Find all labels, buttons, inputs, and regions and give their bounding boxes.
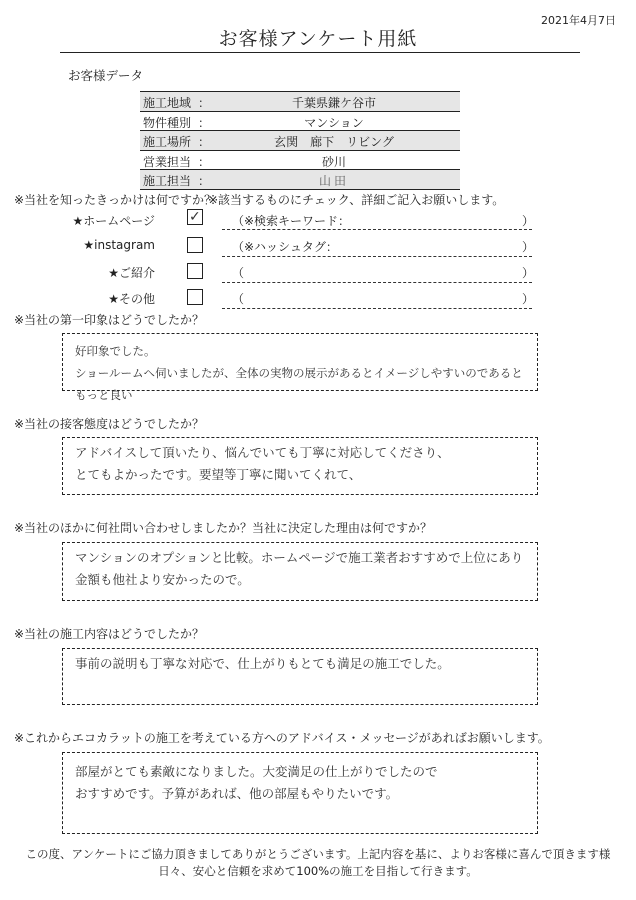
row-label: 施工場所: [143, 135, 192, 149]
source-detail-line: [222, 256, 532, 257]
row-value: マンション: [304, 115, 364, 130]
answer-text: 事前の説明も丁寧な対応で、仕上がりもとても満足の施工でした。: [75, 656, 450, 671]
source-detail-homepage: （※検索キーワード：: [232, 214, 351, 228]
row-colon: ：: [198, 115, 211, 130]
question-advice-message: ※これからエコカラットの施工を考えている方へのアドバイス・メッセージがあればお願いします。: [14, 731, 550, 745]
row-value: 山田: [318, 174, 349, 188]
checkbox-instagram[interactable]: [187, 237, 203, 253]
row-colon: ：: [198, 135, 211, 149]
source-detail-referral: （: [232, 266, 245, 280]
answer-text: 好印象でした。 ショールームへ伺いましたが、全体の実物の展示があるとイメージしやすいのであるともっと良い: [75, 344, 523, 402]
customer-row-location: [140, 131, 460, 151]
answer-text: 部屋がとても素敵になりました。大変満足の仕上がりでしたので おすすめです。予算があれば、他の部屋もやりたいです。: [75, 764, 438, 801]
row-label: 物件種別: [143, 115, 192, 130]
row-value: 玄関 廊下 リビング: [274, 135, 394, 149]
question-source-note: ※該当するものにチェック、詳細ご記入お願いします。: [208, 193, 505, 207]
checkbox-other[interactable]: [187, 289, 203, 305]
source-detail-close: ）: [522, 240, 535, 254]
row-colon: ：: [198, 96, 211, 110]
source-detail-close: ）: [522, 266, 535, 280]
source-detail-line: [222, 229, 532, 230]
question-work-quality: ※当社の施工内容はどうでしたか？: [14, 627, 205, 641]
customer-data-label: お客様データ: [68, 68, 144, 83]
survey-date: 2021年4月7日: [541, 14, 616, 27]
row-colon: ：: [198, 174, 211, 188]
page-title: お客様アンケート用紙: [218, 28, 418, 50]
row-colon: ：: [198, 154, 211, 169]
source-detail-instagram: （※ハッシュタグ：: [232, 240, 338, 254]
answer-box-first-impression: [62, 333, 538, 402]
question-service-attitude: ※当社の接客態度はどうでしたか？: [14, 417, 205, 431]
source-label-homepage: ★ホームページ: [72, 214, 155, 228]
question-source: ※当社を知ったきっかけは何ですか？: [14, 193, 217, 207]
row-value: 千葉県鎌ケ谷市: [291, 96, 376, 110]
customer-row-installer: [140, 170, 460, 190]
customer-row-property-type: [140, 112, 460, 132]
title-underline: [60, 52, 580, 53]
source-detail-line: [222, 308, 532, 309]
answer-text: マンションのオプションと比較。ホームページで施工業者おすすめで上位にあり 金額も他社より安かったので。: [75, 550, 524, 587]
source-detail-other: （: [232, 292, 245, 306]
answer-text: アドバイスして頂いたり、悩んでいても丁寧に対応してくださり、 とてもよかったです。要望等丁寧に聞いてくれて、: [75, 445, 450, 482]
source-label-other: ★その他: [108, 292, 155, 306]
question-first-impression: ※当社の第一印象はどうでしたか？: [14, 313, 205, 327]
check-mark-icon: ✓: [189, 209, 201, 225]
customer-row-area: [140, 91, 460, 112]
customer-data-table: [140, 91, 460, 190]
row-label: 営業担当: [143, 154, 192, 169]
customer-row-sales-rep: [140, 151, 460, 171]
footer-line-2: 日々、安心と信頼を求めて100%の施工を目指して行きます。: [158, 864, 478, 878]
row-label: 施工担当: [143, 174, 192, 188]
source-detail-close: ）: [522, 292, 535, 306]
checkbox-referral[interactable]: [187, 263, 203, 279]
row-label: 施工地域: [143, 96, 192, 110]
answer-box-advice-message: [62, 752, 538, 834]
row-value: 砂川: [321, 154, 346, 169]
question-other-companies: ※当社のほかに何社問い合わせしましたか？当社に決定した理由は何ですか？: [14, 521, 433, 535]
source-detail-line: [222, 282, 532, 283]
footer-line-1: この度、アンケートにご協力頂きましてありがとうございます。上記内容を基に、よりお客様に喜んで頂きます様: [25, 847, 611, 861]
answer-box-work-quality: [62, 648, 538, 705]
answer-box-other-companies: [62, 542, 538, 601]
source-detail-close: ）: [522, 214, 535, 228]
source-label-referral: ★ご紹介: [108, 266, 155, 280]
source-label-instagram: ★instagram: [83, 238, 155, 252]
answer-box-service-attitude: [62, 437, 538, 495]
